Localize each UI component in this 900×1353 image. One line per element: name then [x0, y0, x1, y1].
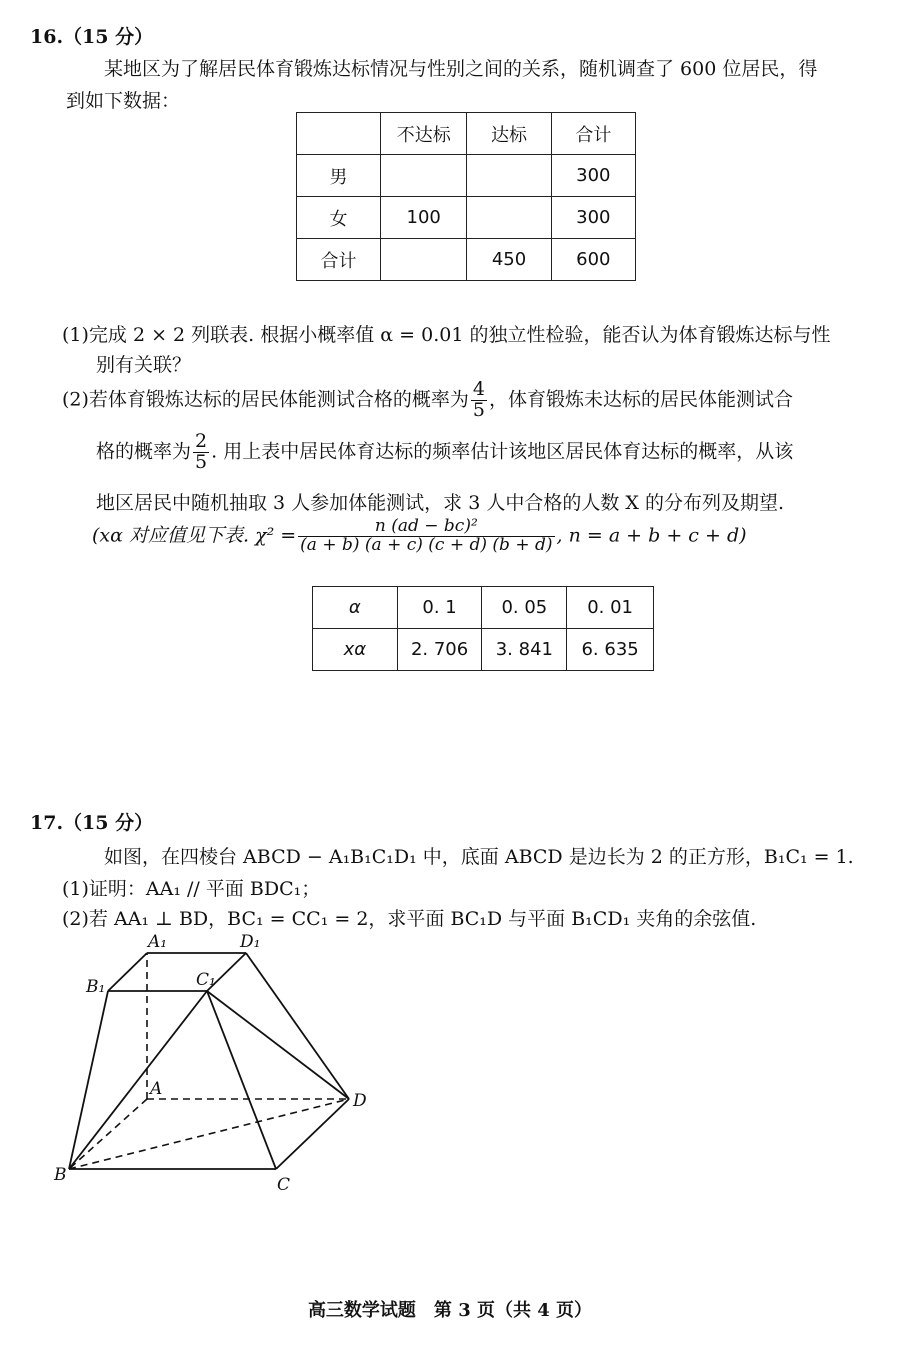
vertex-label-c1: C₁: [196, 970, 216, 990]
edge-b1-a1: [108, 953, 147, 991]
table-cell: 300: [551, 155, 635, 197]
formula-numerator: n (ad − bc)²: [298, 518, 554, 537]
q16-part2-text-a: (2)若体育锻炼达标的居民体能测试合格的概率为: [62, 388, 469, 411]
vertex-label-d: D: [353, 1091, 367, 1111]
q17-part2: (2)若 AA₁ ⊥ BD，BC₁ = CC₁ = 2，求平面 BC₁D 与平面 B₁CD₁ 夹角的余弦值.: [62, 908, 757, 930]
table-cell: 300: [551, 197, 635, 239]
table-cell: 合计: [551, 113, 635, 155]
table-cell: 0. 05: [482, 587, 567, 629]
table-cell: 不达标: [381, 113, 467, 155]
page-footer: 高三数学试题 第 3 页（共 4 页）: [307, 1300, 593, 1321]
fraction-numerator: 4: [472, 378, 486, 400]
table-cell: 2. 706: [397, 629, 482, 671]
q16-part2-text-c: 格的概率为: [96, 440, 192, 463]
edge-b-b1: [69, 991, 108, 1169]
table-cell: 0. 1: [397, 587, 482, 629]
q16-header: 16.（15 分）: [30, 26, 154, 48]
vertex-label-a1: A₁: [148, 932, 168, 952]
table-cell: 女: [297, 197, 381, 239]
table-cell: 男: [297, 155, 381, 197]
q17-part1: (1)证明：AA₁ // 平面 BDC₁；: [62, 878, 321, 900]
vertex-label-b: B: [54, 1165, 67, 1185]
q16-part2-line3: 地区居民中随机抽取 3 人参加体能测试，求 3 人中合格的人数 X 的分布列及期望.: [96, 492, 784, 514]
table-cell: 600: [551, 239, 635, 281]
edge-c-d: [276, 1099, 349, 1169]
vertex-label-c: C: [277, 1175, 291, 1195]
table-cell: xα: [313, 629, 398, 671]
hidden-edge-b-d: [69, 1099, 349, 1169]
table-cell: 3. 841: [482, 629, 567, 671]
fraction-denominator: 5: [195, 450, 208, 473]
table-cell: 达标: [467, 113, 551, 155]
table-cell: 100: [381, 197, 467, 239]
fraction-denominator: 5: [472, 398, 486, 421]
vertex-label-d1: D₁: [240, 932, 261, 952]
table-cell: 合计: [297, 239, 381, 281]
q16-intro-line2: 到如下数据：: [66, 90, 181, 112]
vertex-label-b1: B₁: [86, 977, 106, 997]
q16-note-text-a: (xα 对应值见下表. χ² =: [92, 524, 297, 547]
vertex-label-a: A: [150, 1079, 163, 1099]
table-cell: α: [313, 587, 398, 629]
q16-note-text-b: , n = a + b + c + d): [556, 524, 747, 547]
q16-part1-line2: 别有关联？: [96, 354, 192, 376]
table-cell: 6. 635: [567, 629, 654, 671]
q16-intro-line1: 某地区为了解居民体育锻炼达标情况与性别之间的关系，随机调查了 600 位居民，得: [104, 58, 818, 80]
fraction-numerator: 2: [195, 430, 208, 452]
edge-b-c1: [69, 991, 207, 1169]
edge-d-d1: [246, 953, 349, 1099]
q17-intro: 如图，在四棱台 ABCD − A₁B₁C₁D₁ 中，底面 ABCD 是边长为 2 的正方形，B₁C₁ = 1.: [104, 846, 854, 868]
q16-part2-text-d: . 用上表中居民体育达标的频率估计该地区居民体育达标的概率，从该: [211, 440, 794, 463]
table-cell: 450: [467, 239, 551, 281]
table-cell: 0. 01: [567, 587, 654, 629]
formula-denominator: (a + b) (a + c) (c + d) (b + d): [300, 534, 553, 555]
q16-part2-text-b: ，体育锻炼未达标的居民体能测试合: [489, 388, 794, 411]
q17-header: 17.（15 分）: [30, 812, 154, 834]
q16-part1-line1: (1)完成 2 × 2 列联表. 根据小概率值 α = 0.01 的独立性检验，能否认为体育锻炼达标与性: [62, 324, 831, 346]
